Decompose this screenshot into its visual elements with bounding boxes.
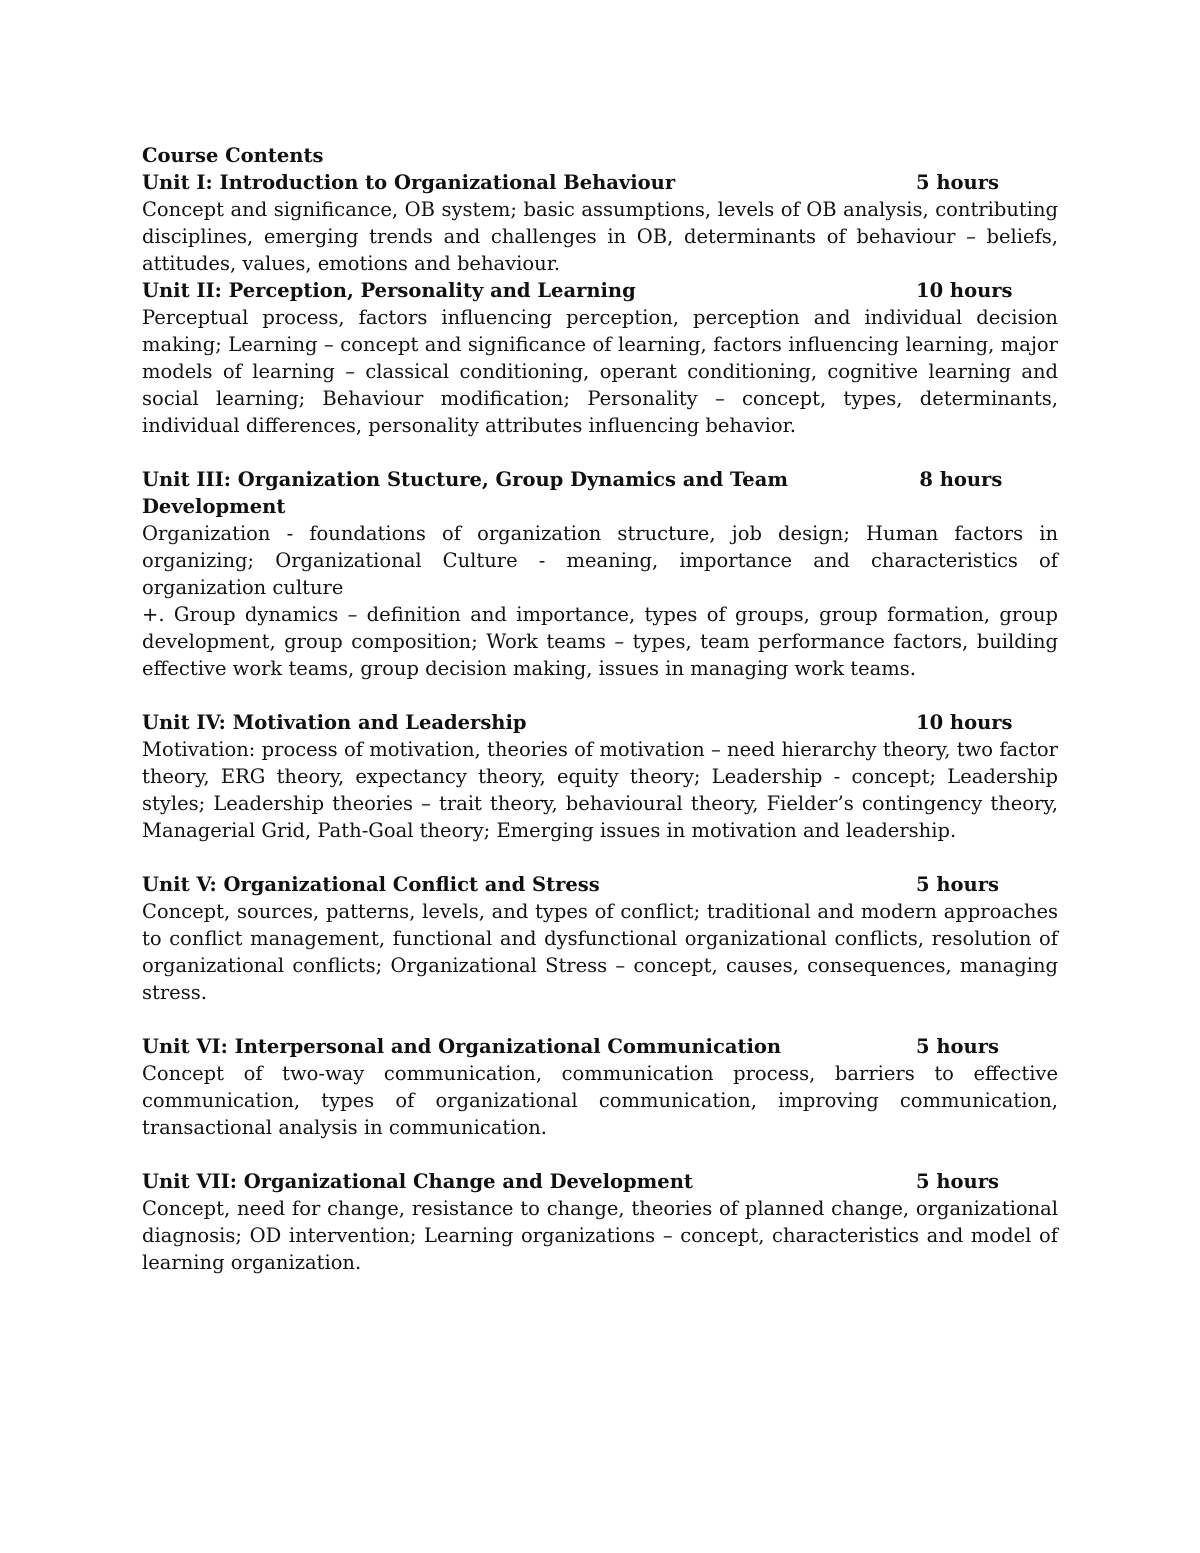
unit-title: Unit VI: Interpersonal and Organizational Communication [142, 1035, 782, 1058]
unit-description: Concept, need for change, resistance to change, theories of planned change, organizational diagnosis; OD intervention; Learning organizations – concept, characteristics and model of learning organization. [142, 1197, 1058, 1274]
unit-title: Unit III: Organization Stucture, Group Dynamics and Team Development [142, 468, 788, 518]
unit-hours: 5 hours [916, 171, 999, 194]
unit-heading [142, 277, 1058, 304]
unit-heading [142, 169, 1058, 196]
unit-description: Motivation: process of motivation, theories of motivation – need hierarchy theory, two factor theory, ERG theory, expectancy theory, equity theory; Leadership - concept; Leadership styles; Leadership theories – trait theory, behavioural theory, Fielder’s contingency theory, Managerial Grid, Path-Goal theory; Emerging issues in motivation and leadership. [142, 738, 1058, 842]
course-contents-heading: Course Contents [142, 144, 324, 167]
unit-heading [142, 709, 1058, 736]
unit-description: Concept and significance, OB system; basic assumptions, levels of OB analysis, contributing disciplines, emerging trends and challenges in OB, determinants of behaviour – beliefs, attitudes, values, emotions and behaviour. [142, 198, 1058, 275]
unit-hours: 5 hours [916, 1170, 999, 1193]
unit-4 [142, 709, 1058, 844]
unit-hours: 10 hours [916, 711, 1013, 734]
unit-description: Perceptual process, factors influencing perception, perception and individual decision making; Learning – concept and significance of learning, factors influencing learning, major models of learning – classical conditioning, operant conditioning, cognitive learning and social learning; Behaviour modification; Personality – concept, types, determinants, individual differences, personality attributes influencing behavior. [142, 306, 1058, 437]
unit-hours: 8 hours [919, 468, 1003, 491]
unit-description: Organization - foundations of organization structure, job design; Human factors in organizing; Organizational Culture - meaning, importance and characteristics of organization culture [142, 522, 1058, 599]
unit-hours: 5 hours [916, 873, 999, 896]
unit-description: Concept, sources, patterns, levels, and types of conflict; traditional and modern approaches to conflict management, functional and dysfunctional organizational conflicts, resolution of organizational conflicts; Organizational Stress – concept, causes, consequences, managing stress. [142, 900, 1058, 1004]
unit-6 [142, 1033, 1058, 1141]
unit-hours: 10 hours [916, 279, 1013, 302]
unit-title: Unit I: Introduction to Organizational Behaviour [142, 171, 676, 194]
unit-title: Unit II: Perception, Personality and Learning [142, 279, 636, 302]
unit-title: Unit V: Organizational Conflict and Stress [142, 873, 600, 896]
unit-heading [142, 1033, 1058, 1060]
unit-description-continued: +. Group dynamics – definition and importance, types of groups, group formation, group development, group composition; Work teams – types, team performance factors, building effective work teams, group decision making, issues in managing work teams. [142, 603, 1058, 680]
unit-1 [142, 169, 1058, 277]
unit-title: Unit IV: Motivation and Leadership [142, 711, 527, 734]
document-page [142, 142, 1058, 1276]
unit-3 [142, 466, 1058, 682]
unit-heading [142, 871, 1058, 898]
unit-heading [142, 1168, 1058, 1195]
unit-7 [142, 1168, 1058, 1276]
unit-heading [142, 466, 1058, 520]
unit-hours: 5 hours [916, 1035, 999, 1058]
unit-5 [142, 871, 1058, 1006]
unit-description: Concept of two-way communication, communication process, barriers to effective communication, types of organizational communication, improving communication, transactional analysis in communication. [142, 1062, 1058, 1139]
unit-title: Unit VII: Organizational Change and Development [142, 1170, 693, 1193]
unit-2 [142, 277, 1058, 439]
